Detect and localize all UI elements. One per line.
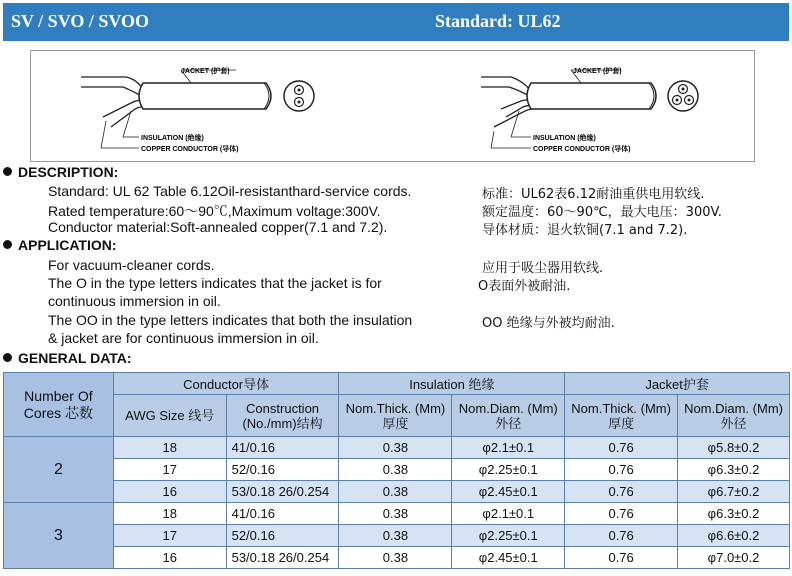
ins-thick-cell: 0.38: [339, 525, 452, 547]
ins-thick-cell: 0.38: [339, 547, 452, 569]
header-insulation: Insulation 绝缘: [339, 373, 565, 395]
bullet-icon: [3, 353, 12, 362]
application-line: continuous immersion in oil.: [48, 293, 221, 309]
ins-thick-cell: 0.38: [339, 459, 452, 481]
ins-diam-cell: φ2.25±0.1: [452, 525, 565, 547]
construction-cell: 41/0.16: [226, 437, 339, 459]
description-line: Rated temperature:60～90℃,Maximum voltage:300V.: [48, 203, 381, 219]
awg-cell: 18: [113, 437, 226, 459]
awg-cell: 17: [113, 525, 226, 547]
jac-thick-cell: 0.76: [565, 437, 678, 459]
table-row: [4, 547, 790, 569]
application-line: The OO in the type letters indicates that both the insulation: [48, 312, 413, 328]
insulation-label-left: INSULATION (绝缘): [141, 135, 204, 142]
insulation-label-right: INSULATION (绝缘): [533, 135, 596, 142]
application-line: & jacket are for continuous immersion in oil.: [48, 330, 319, 346]
standard-title: Standard: UL62: [435, 11, 561, 31]
bullet-icon: [3, 240, 12, 249]
ins-diam-cell: φ2.1±0.1: [452, 437, 565, 459]
application-cn-line: OO 绝缘与外被均耐油.: [482, 316, 615, 331]
description-cn-line: 导体材质：退火软铜(7.1 and 7.2).: [482, 223, 688, 238]
header-awg: AWG Size 线号: [113, 395, 226, 437]
application-cn-line: O表面外被耐油.: [478, 279, 571, 294]
jacket-label-right: JACKET (护套): [573, 68, 622, 75]
jac-diam-cell: φ6.6±0.2: [678, 525, 790, 547]
jac-diam-cell: φ6.7±0.2: [678, 481, 790, 503]
table-row: [4, 437, 790, 459]
awg-cell: 16: [113, 481, 226, 503]
header-construction: Construction (No./mm)结构: [226, 395, 339, 437]
table-row: [4, 503, 790, 525]
header-ins-thick: Nom.Thick. (Mm)厚度: [339, 395, 452, 437]
general-data-table: [3, 372, 790, 569]
table-row: [4, 481, 790, 503]
general-data-heading: GENERAL DATA:: [3, 350, 132, 366]
jac-diam-cell: φ5.8±0.2: [678, 437, 790, 459]
header-jacket: Jacket护套: [565, 373, 790, 395]
table-row: [4, 459, 790, 481]
jac-thick-cell: 0.76: [565, 525, 678, 547]
application-cn-line: 应用于吸尘器用软线.: [482, 261, 604, 276]
jacket-label-left: JACKET (护套): [181, 68, 230, 75]
header-cores: Number Of Cores 芯数: [4, 373, 114, 437]
ins-diam-cell: φ2.45±0.1: [452, 481, 565, 503]
bullet-icon: [3, 167, 12, 176]
construction-cell: 52/0.16: [226, 525, 339, 547]
table-row: [4, 525, 790, 547]
construction-cell: 52/0.16: [226, 459, 339, 481]
jac-diam-cell: φ7.0±0.2: [678, 547, 790, 569]
header-ins-diam: Nom.Diam. (Mm)外径: [452, 395, 565, 437]
application-heading: APPLICATION:: [3, 237, 117, 253]
jac-thick-cell: 0.76: [565, 459, 678, 481]
construction-cell: 41/0.16: [226, 503, 339, 525]
conductor-label-left: COPPER CONDUCTOR (导体): [141, 146, 239, 153]
cores-group: 3: [4, 503, 114, 569]
awg-cell: 16: [113, 547, 226, 569]
jac-diam-cell: φ6.3±0.2: [678, 459, 790, 481]
jac-thick-cell: 0.76: [565, 547, 678, 569]
title-bar: [3, 3, 789, 41]
conductor-label-right: COPPER CONDUCTOR (导体): [533, 146, 631, 153]
ins-thick-cell: 0.38: [339, 437, 452, 459]
application-line: For vacuum-cleaner cords.: [48, 257, 215, 273]
ins-diam-cell: φ2.1±0.1: [452, 503, 565, 525]
cores-group: 2: [4, 437, 114, 503]
cable-diagram-svg: [31, 51, 754, 161]
product-title: SV / SVO / SVOO: [11, 11, 149, 31]
construction-cell: 53/0.18 26/0.254: [226, 547, 339, 569]
ins-diam-cell: φ2.45±0.1: [452, 547, 565, 569]
cable-diagram: [30, 50, 755, 162]
description-cn-line: 标准：UL62表6.12耐油重供电用软线.: [482, 187, 705, 202]
header-jac-thick: Nom.Thick. (Mm)厚度: [565, 395, 678, 437]
header-jac-diam: Nom.Diam. (Mm)外径: [678, 395, 790, 437]
description-line: Standard: UL 62 Table 6.12Oil-resistanthard-service cords.: [48, 183, 412, 199]
description-cn-line: 额定温度：60～90℃，最大电压：300V.: [482, 205, 722, 220]
jac-diam-cell: φ6.3±0.2: [678, 503, 790, 525]
table-header-row: [4, 373, 790, 395]
description-heading: DESCRIPTION:: [3, 164, 118, 180]
header-conductor: Conductor导体: [113, 373, 339, 395]
jac-thick-cell: 0.76: [565, 481, 678, 503]
application-line: The O in the type letters indicates that the jacket is for: [48, 275, 382, 291]
awg-cell: 17: [113, 459, 226, 481]
ins-thick-cell: 0.38: [339, 503, 452, 525]
jac-thick-cell: 0.76: [565, 503, 678, 525]
description-line: Conductor material:Soft-annealed copper(7.1 and 7.2).: [48, 219, 388, 235]
table-subheader-row: [4, 395, 790, 437]
construction-cell: 53/0.18 26/0.254: [226, 481, 339, 503]
awg-cell: 18: [113, 503, 226, 525]
ins-thick-cell: 0.38: [339, 481, 452, 503]
ins-diam-cell: φ2.25±0.1: [452, 459, 565, 481]
